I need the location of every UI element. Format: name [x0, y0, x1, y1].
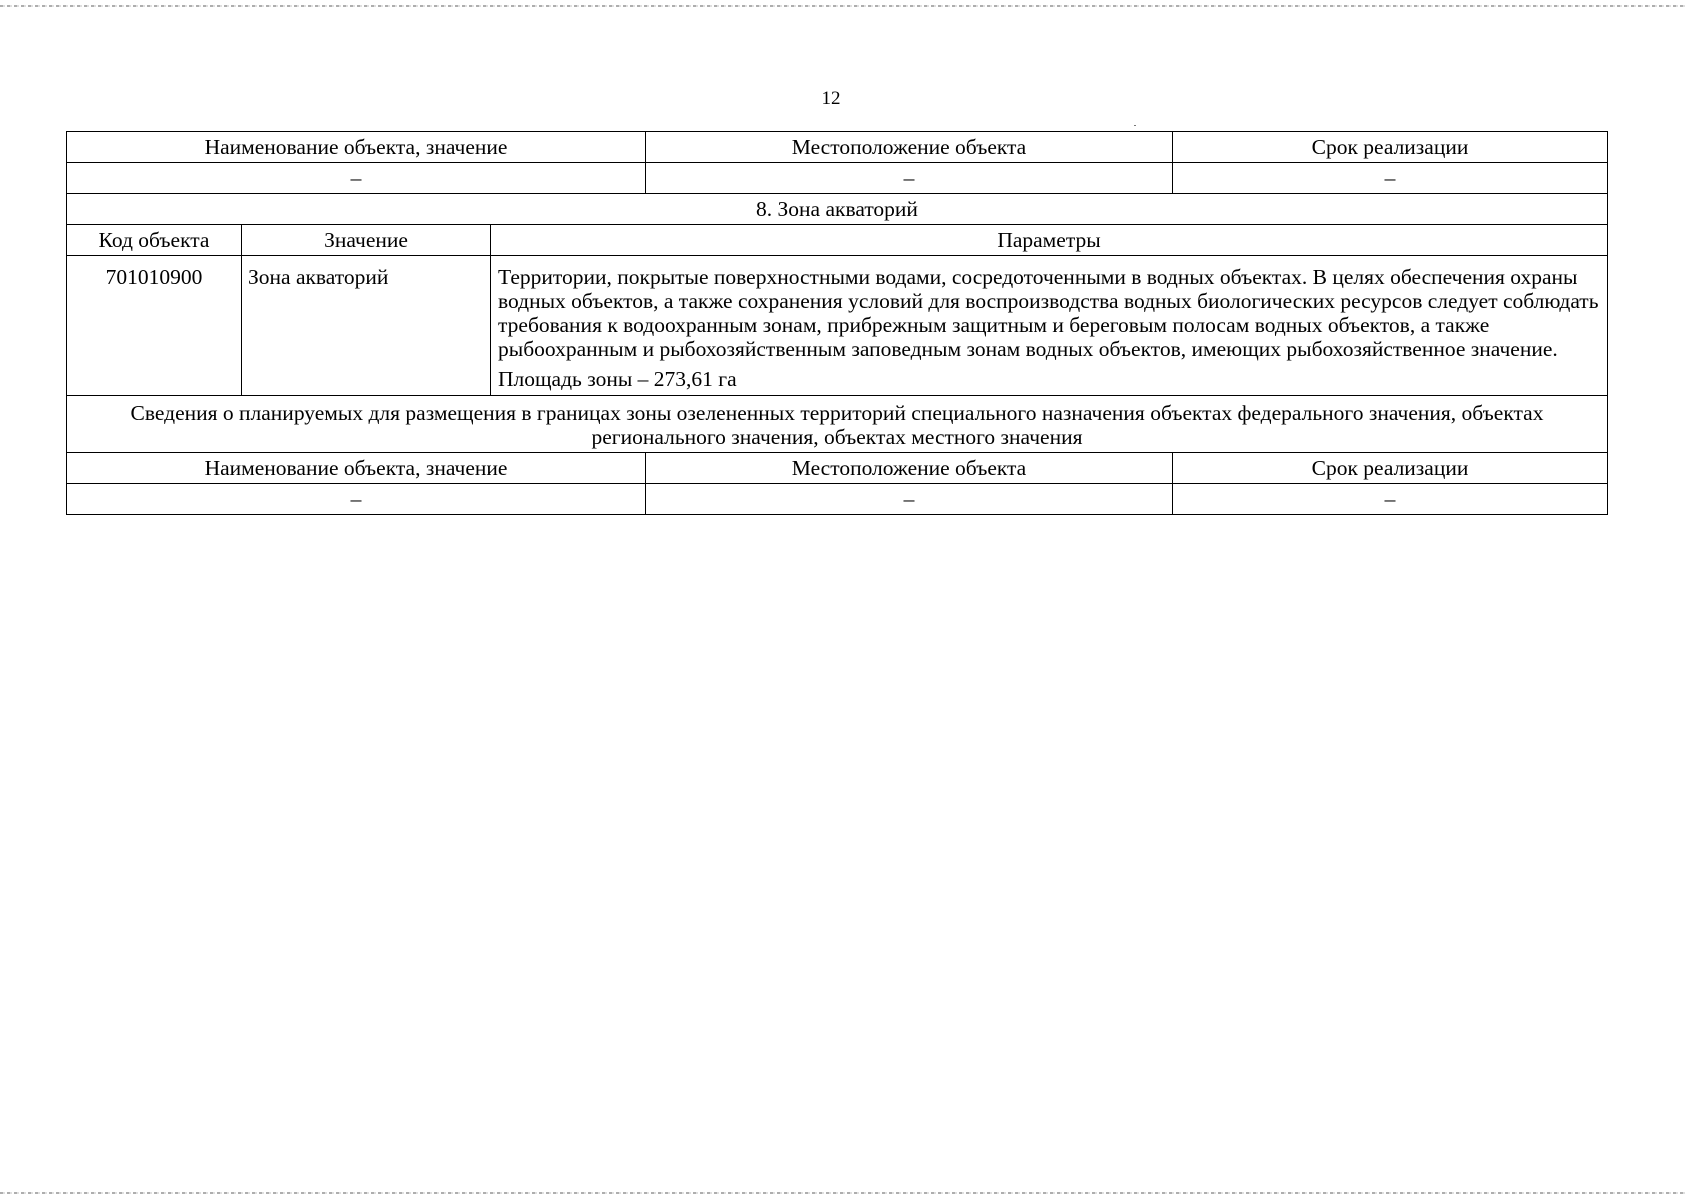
cell-deadline: –: [1173, 163, 1608, 194]
scan-top-edge: [0, 5, 1686, 7]
object-code: 701010900: [67, 256, 242, 396]
planned-data-row: [67, 484, 1608, 515]
zone-header-row: [67, 225, 1608, 256]
header-deadline: Срок реализации: [1173, 132, 1608, 163]
header-object-code: Код объекта: [67, 225, 242, 256]
top-header-row: [67, 132, 1608, 163]
zone-title-row: [67, 194, 1608, 225]
cell-object-name: –: [67, 163, 646, 194]
planned-header-object-name: Наименование объекта, значение: [67, 453, 646, 484]
planned-header-location: Местоположение объекта: [646, 453, 1173, 484]
parameters-description: Территории, покрытые поверхностными водами, сосредоточенными в водных объектах. В целях обеспечения охраны водных объектов, а также сохранения условий для воспроизводства водных биологических ресурсов следует соблюдать требования к водоохранным зонам, прибрежным защитным и береговым полосам водных объектов, а также рыбоохранным и рыбохозяйственным заповедным зонам водных объектов, имеющих рыбохозяйственное значение.: [498, 265, 1599, 361]
page-number: 12: [821, 88, 841, 109]
planned-title-row: [67, 396, 1608, 453]
planned-cell-deadline: –: [1173, 484, 1608, 515]
object-value: Зона акваторий: [242, 256, 491, 396]
scan-bottom-edge: [0, 1192, 1686, 1194]
planned-cell-object-name: –: [67, 484, 646, 515]
header-value: Значение: [242, 225, 491, 256]
object-parameters: [491, 256, 1608, 396]
zone-data-row: [67, 256, 1608, 396]
planned-header-row: [67, 453, 1608, 484]
scan-speck: [1134, 125, 1136, 126]
top-data-row: [67, 163, 1608, 194]
header-parameters: Параметры: [491, 225, 1608, 256]
zone-area: Площадь зоны – 273,61 га: [498, 367, 737, 391]
zone-table: [66, 131, 1608, 515]
cell-location: –: [646, 163, 1173, 194]
planned-cell-location: –: [646, 484, 1173, 515]
planned-header-deadline: Срок реализации: [1173, 453, 1608, 484]
zone-title: 8. Зона акваторий: [67, 194, 1608, 225]
header-location: Местоположение объекта: [646, 132, 1173, 163]
header-object-name: Наименование объекта, значение: [67, 132, 646, 163]
planned-objects-title: Сведения о планируемых для размещения в границах зоны озелененных территорий специального назначения объектах федерального значения, объектах регионального значения, объектах местного значения: [67, 396, 1608, 453]
